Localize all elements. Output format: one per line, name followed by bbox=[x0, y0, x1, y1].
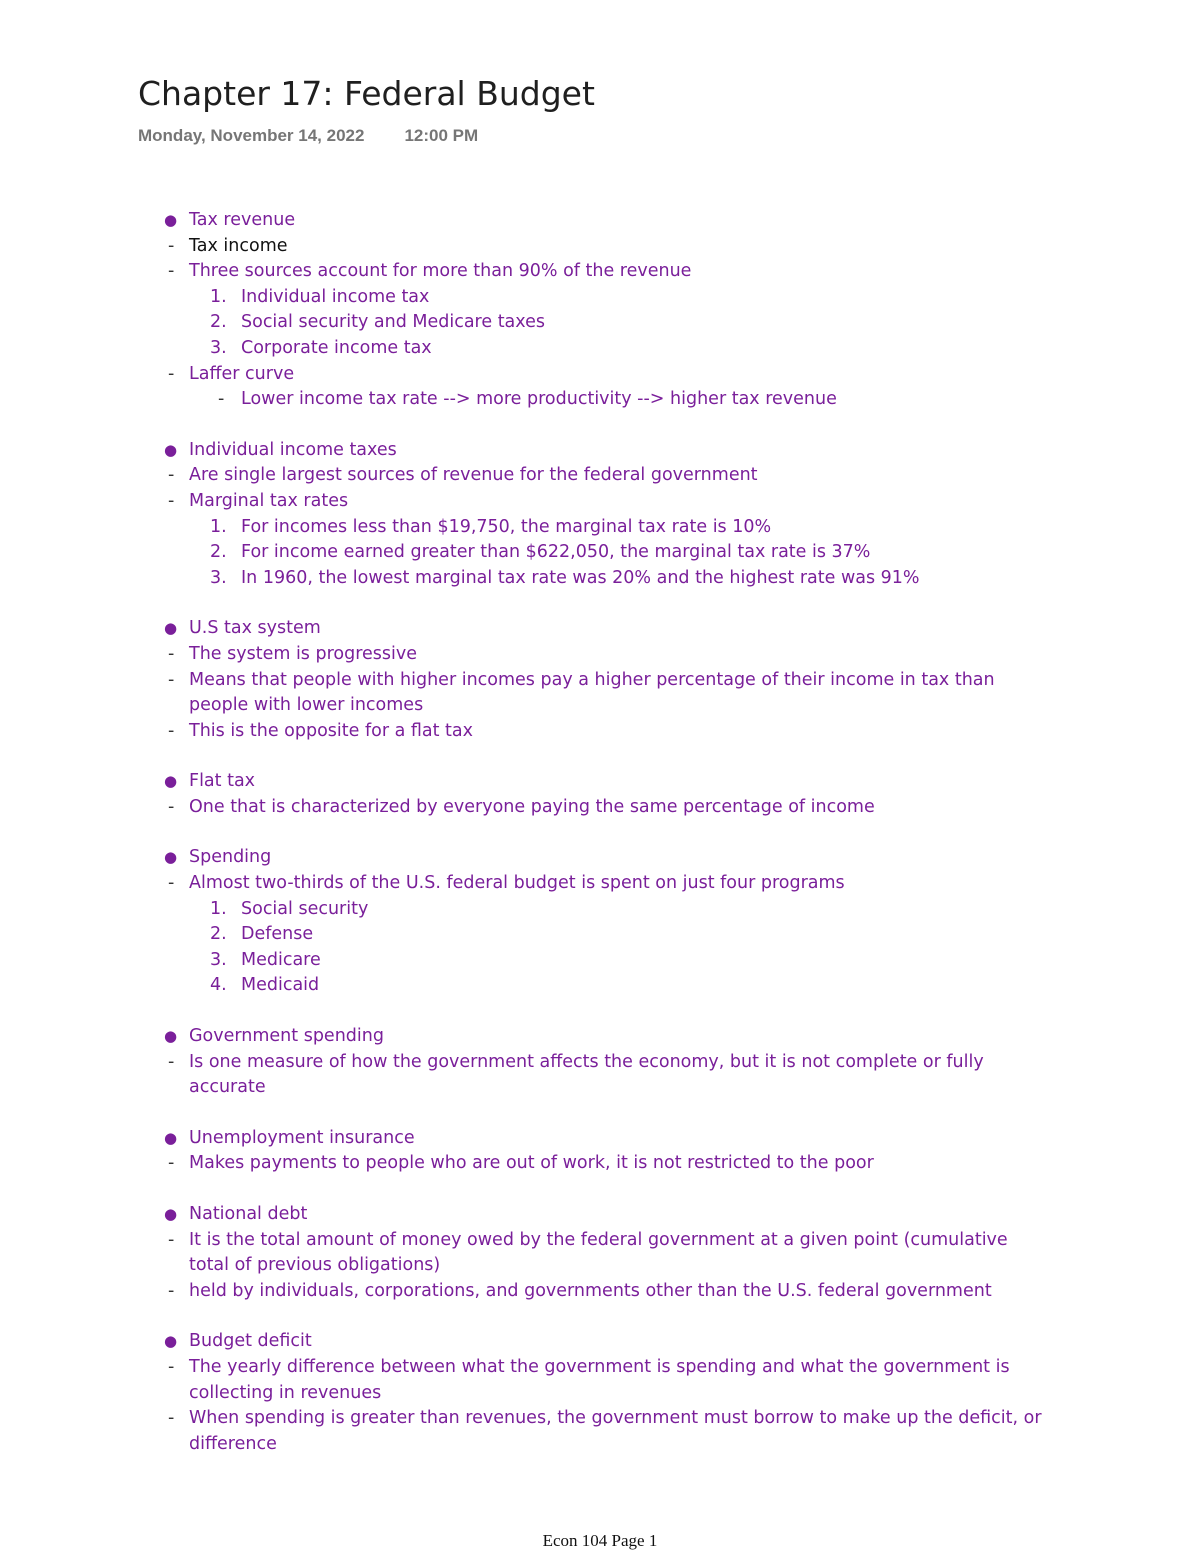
bullet-icon: ● bbox=[164, 1027, 178, 1046]
list-item bbox=[0, 897, 1200, 923]
number-marker: 2. bbox=[210, 924, 227, 945]
section-heading bbox=[0, 1329, 1200, 1355]
list-item bbox=[0, 668, 1200, 719]
number-marker: 4. bbox=[210, 975, 227, 996]
list-item-text: Is one measure of how the government affects the economy, but it is not complete or fully accurate bbox=[189, 1051, 984, 1098]
page-time: 12:00 PM bbox=[404, 126, 479, 145]
list-item bbox=[0, 871, 1200, 897]
list-item bbox=[0, 973, 1200, 999]
dash-marker: - bbox=[168, 363, 175, 384]
note-section bbox=[0, 1202, 1200, 1304]
list-item bbox=[0, 515, 1200, 541]
list-item-text: Three sources account for more than 90% of the revenue bbox=[189, 261, 692, 282]
dash-marker: - bbox=[168, 643, 175, 664]
list-item bbox=[0, 387, 1200, 413]
note-section bbox=[0, 1126, 1200, 1177]
section-heading-text: National debt bbox=[189, 1204, 308, 1224]
section-heading-text: U.S tax system bbox=[189, 618, 321, 639]
dash-marker: - bbox=[168, 235, 175, 256]
list-item-text: Social security bbox=[241, 898, 369, 919]
section-heading bbox=[0, 208, 1200, 234]
list-item-text: When spending is greater than revenues, the government must borrow to make up the deficit, or difference bbox=[189, 1408, 1042, 1454]
list-item-text: Medicaid bbox=[241, 975, 320, 996]
page-date: Monday, November 14, 2022 bbox=[138, 126, 365, 145]
list-item-text: For income earned greater than $622,050, the marginal tax rate is 37% bbox=[241, 542, 871, 563]
section-heading bbox=[0, 845, 1200, 871]
bullet-icon: ● bbox=[164, 1128, 178, 1147]
section-heading-text: Unemployment insurance bbox=[189, 1127, 415, 1148]
list-item bbox=[0, 948, 1200, 974]
list-item-text: Means that people with higher incomes pay a higher percentage of their income in tax than people with lower incomes bbox=[189, 669, 995, 716]
note-section bbox=[0, 438, 1200, 592]
note-section bbox=[0, 1329, 1200, 1457]
list-item-text: Marginal tax rates bbox=[189, 490, 349, 511]
section-heading-text: Government spending bbox=[189, 1026, 384, 1047]
note-section bbox=[0, 845, 1200, 999]
section-heading bbox=[0, 1126, 1200, 1152]
list-item-text: In 1960, the lowest marginal tax rate was 20% and the highest rate was 91% bbox=[241, 567, 920, 588]
list-item-text: The system is progressive bbox=[189, 643, 418, 664]
section-heading bbox=[0, 1024, 1200, 1050]
section-heading-text: Individual income taxes bbox=[189, 439, 397, 460]
number-marker: 1. bbox=[210, 516, 227, 537]
list-item bbox=[0, 642, 1200, 668]
number-marker: 3. bbox=[210, 949, 227, 970]
list-item-text: Defense bbox=[241, 924, 314, 945]
dash-marker: - bbox=[168, 490, 175, 511]
list-item-text: Are single largest sources of revenue for the federal government bbox=[189, 465, 758, 486]
list-item-text: Almost two-thirds of the U.S. federal budget is spent on just four programs bbox=[189, 873, 845, 894]
number-marker: 2. bbox=[210, 542, 227, 563]
bullet-icon: ● bbox=[164, 440, 178, 459]
list-item bbox=[0, 489, 1200, 515]
note-body bbox=[0, 208, 1200, 1482]
number-marker: 3. bbox=[210, 337, 227, 358]
dash-marker: - bbox=[168, 1280, 175, 1301]
list-item-text: Tax income bbox=[189, 235, 288, 256]
dash-marker: - bbox=[168, 465, 175, 486]
list-item-text: held by individuals, corporations, and governments other than the U.S. federal government bbox=[189, 1280, 992, 1301]
list-item bbox=[0, 566, 1200, 592]
section-heading bbox=[0, 438, 1200, 464]
list-item-text: One that is characterized by everyone paying the same percentage of income bbox=[189, 796, 875, 817]
list-item-text: Medicare bbox=[241, 949, 321, 970]
dash-marker: - bbox=[168, 1051, 175, 1072]
dash-marker: - bbox=[168, 720, 175, 741]
list-item bbox=[0, 259, 1200, 285]
dash-marker: - bbox=[168, 1356, 175, 1377]
section-heading-text: Tax revenue bbox=[189, 210, 296, 230]
dash-marker: - bbox=[168, 669, 175, 690]
list-item bbox=[0, 719, 1200, 745]
bullet-icon: ● bbox=[164, 772, 178, 791]
list-item bbox=[0, 1406, 1200, 1457]
dash-marker: - bbox=[168, 1408, 175, 1429]
list-item-text: Social security and Medicare taxes bbox=[241, 312, 545, 333]
list-item bbox=[0, 310, 1200, 336]
page-title: Chapter 17: Federal Budget bbox=[138, 74, 595, 113]
dash-marker: - bbox=[168, 1229, 175, 1250]
dash-marker: - bbox=[168, 261, 175, 282]
list-item-text: This is the opposite for a flat tax bbox=[189, 720, 473, 741]
section-heading-text: Budget deficit bbox=[189, 1331, 312, 1352]
number-marker: 2. bbox=[210, 312, 227, 333]
list-item bbox=[0, 922, 1200, 948]
bullet-icon: ● bbox=[164, 1332, 178, 1351]
bullet-icon: ● bbox=[164, 211, 178, 229]
note-section bbox=[0, 769, 1200, 820]
section-heading-text: Spending bbox=[189, 847, 272, 868]
dash-marker: - bbox=[168, 1153, 175, 1174]
page-timestamp bbox=[138, 126, 478, 146]
list-item bbox=[0, 1279, 1200, 1305]
list-item-text: Makes payments to people who are out of work, it is not restricted to the poor bbox=[189, 1153, 874, 1174]
list-item-text: Corporate income tax bbox=[241, 337, 432, 358]
number-marker: 1. bbox=[210, 898, 227, 919]
list-item bbox=[0, 1050, 1200, 1101]
list-item-text: The yearly difference between what the government is spending and what the government is collecting in revenues bbox=[189, 1356, 1010, 1403]
list-item-text: Laffer curve bbox=[189, 363, 295, 384]
dash-marker: - bbox=[218, 389, 225, 410]
list-item-text: It is the total amount of money owed by the federal government at a given point (cumulative total of previous obligations) bbox=[189, 1229, 1008, 1276]
section-heading bbox=[0, 616, 1200, 642]
list-item bbox=[0, 336, 1200, 362]
bullet-icon: ● bbox=[164, 848, 178, 867]
note-section bbox=[0, 1024, 1200, 1101]
section-heading bbox=[0, 1202, 1200, 1228]
list-item-text: Lower income tax rate --> more productivity --> higher tax revenue bbox=[241, 389, 837, 410]
list-item bbox=[0, 1228, 1200, 1279]
list-item bbox=[0, 285, 1200, 311]
bullet-icon: ● bbox=[164, 619, 178, 638]
note-section bbox=[0, 616, 1200, 744]
list-item bbox=[0, 540, 1200, 566]
list-item bbox=[0, 795, 1200, 821]
dash-marker: - bbox=[168, 796, 175, 817]
dash-marker: - bbox=[168, 873, 175, 894]
list-item bbox=[0, 463, 1200, 489]
list-item-text: Individual income tax bbox=[241, 286, 430, 307]
section-heading-text: Flat tax bbox=[189, 771, 256, 792]
list-item bbox=[0, 1355, 1200, 1406]
list-item bbox=[0, 362, 1200, 388]
section-heading bbox=[0, 769, 1200, 795]
list-item-text: For incomes less than $19,750, the marginal tax rate is 10% bbox=[241, 516, 772, 537]
note-section bbox=[0, 208, 1200, 413]
list-item bbox=[0, 1151, 1200, 1177]
number-marker: 1. bbox=[210, 286, 227, 307]
list-item bbox=[0, 234, 1200, 260]
page-footer: Econ 104 Page 1 bbox=[542, 1531, 658, 1550]
bullet-icon: ● bbox=[164, 1205, 178, 1223]
number-marker: 3. bbox=[210, 567, 227, 588]
